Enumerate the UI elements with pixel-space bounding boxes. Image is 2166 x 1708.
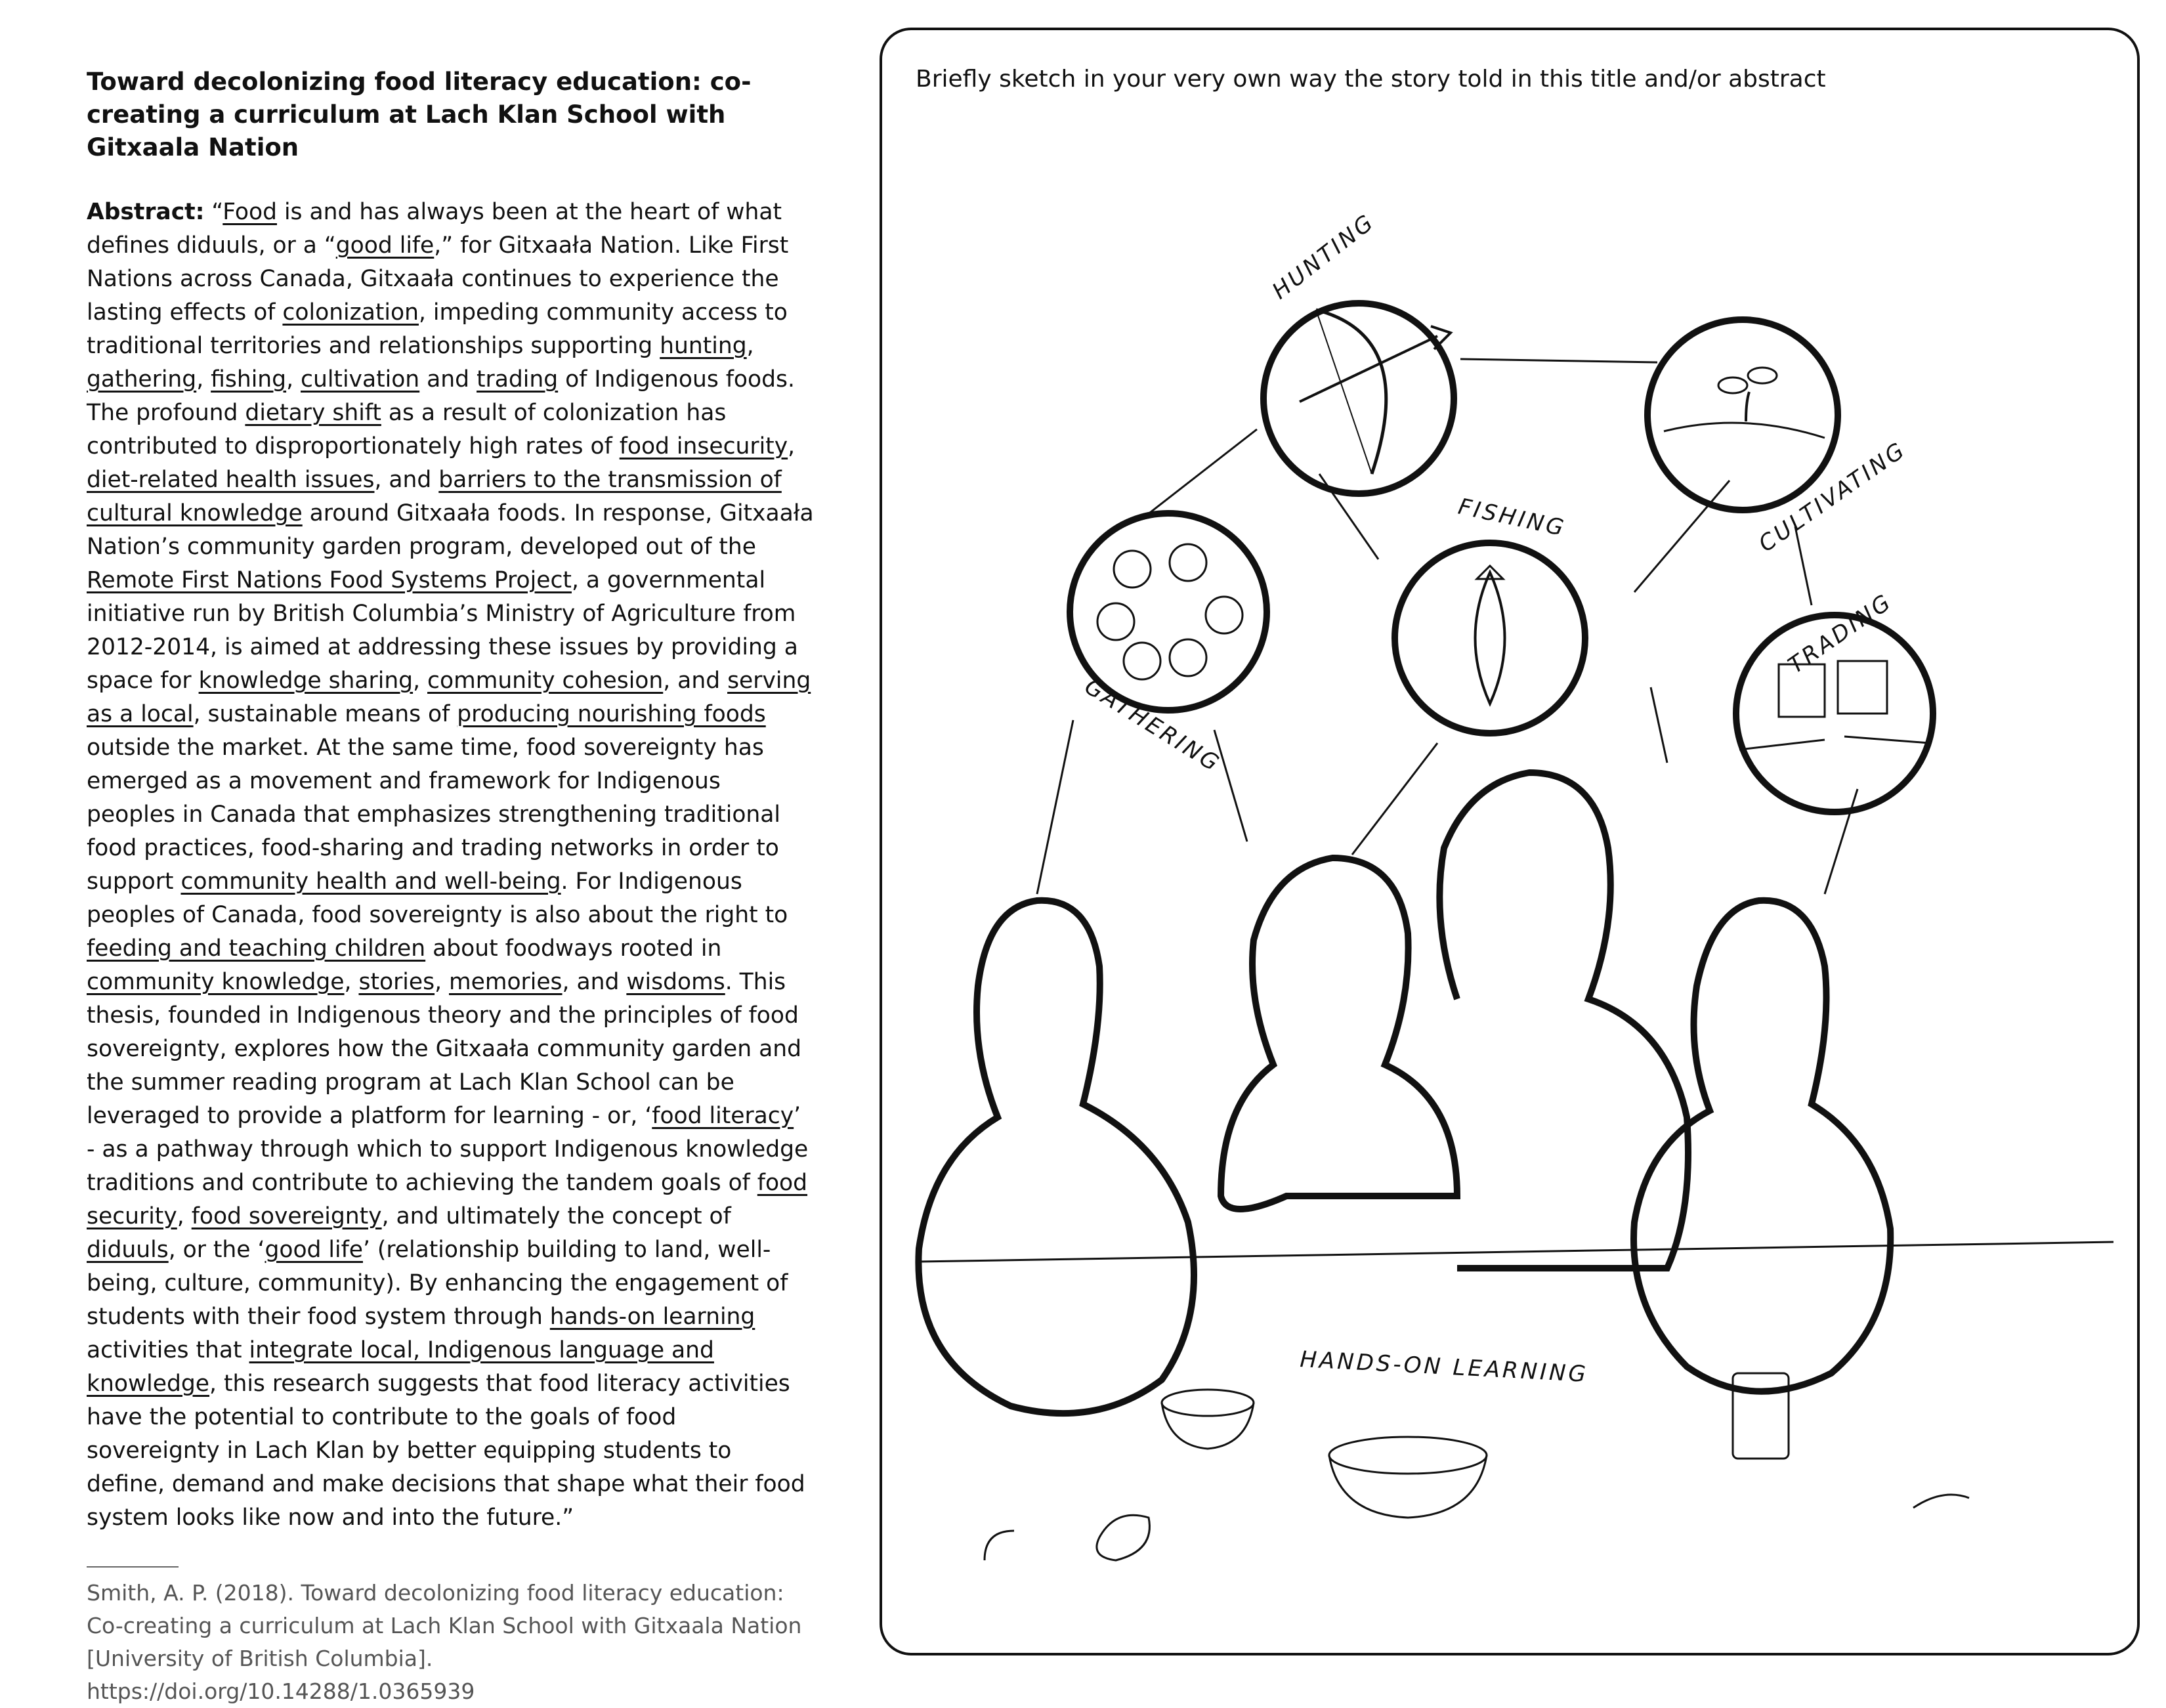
sketch-drawing <box>880 28 2140 1655</box>
underlined-term: community knowledge <box>87 969 345 995</box>
underlined-term: diduuls <box>87 1237 169 1263</box>
connector-line <box>1651 687 1667 763</box>
footnote-divider <box>87 1566 179 1568</box>
table-items <box>919 1242 2113 1560</box>
citation: Smith, A. P. (2018). Toward decolonizing food literacy education: Co-creating a curriculum at Lach Klan School with Gitxaala Nation [University of British Columbia]. https://doi.org/10.14288/1.0365939 <box>87 1580 802 1704</box>
hunting-label: HUNTING <box>1267 208 1380 305</box>
underlined-term: feeding and teaching children <box>87 935 426 962</box>
abstract-text: , and <box>374 467 439 493</box>
cultivating-label: CULTIVATING <box>1754 436 1911 558</box>
abstract-text: , <box>196 366 211 393</box>
bow-icon <box>1316 310 1386 474</box>
person-figure <box>1439 773 1688 1268</box>
underlined-term: fishing <box>211 366 287 393</box>
underlined-term: wisdoms <box>626 969 725 995</box>
bowl-icon <box>1329 1455 1487 1518</box>
underlined-term: knowledge sharing <box>198 668 414 694</box>
abstract-text: , <box>344 969 359 995</box>
underlined-term: cultivation <box>301 366 420 393</box>
doodle <box>1097 1515 1150 1560</box>
abstract-text: about foodways rooted in <box>425 935 722 962</box>
bowl-icon <box>1329 1437 1487 1474</box>
underlined-term: community cohesion <box>427 668 664 694</box>
underlined-term: gathering <box>87 366 197 393</box>
abstract-text: . For Indigenous peoples of Canada, food sovereignty is also about the right to <box>87 868 788 928</box>
abstract-text: outside the market. At the same time, food sovereignty has emerged as a movement and framework for Indigenous peoples in Canada that emphasizes strengthening traditional food practices, food-sharing and trading networks in order to support <box>87 735 781 895</box>
person-icon <box>1170 544 1206 581</box>
table-edge <box>919 1242 2113 1262</box>
abstract-text: , this research suggests that food literacy activities have the potential to contribute to the goals of food sovereignty in Lach Klan by better equipping students to define, demand and make decisions that shape what their food system looks like now and into the future.” <box>87 1371 805 1531</box>
underlined-term: good life <box>265 1237 363 1263</box>
person-icon <box>1114 551 1151 587</box>
abstract-text: activities that <box>87 1337 249 1363</box>
abstract-text: ,” for Gitxaała Nation. Like First Nations across Canada, Gitxaała continues to experience the lasting effects of <box>87 232 789 326</box>
underlined-term: food insecurity <box>619 433 788 459</box>
abstract-column <box>87 66 815 1708</box>
gathering-circle <box>1070 513 1267 778</box>
abstract-text: , or the ‘ <box>168 1237 265 1263</box>
connector-line <box>1352 743 1437 855</box>
abstract-text: , a governmental initiative run by British Columbia’s Ministry of Agriculture from 2012-2014, is aimed at addressing these issues by providing a space for <box>87 567 798 694</box>
trading-label: TRADING <box>1783 588 1898 679</box>
underlined-term: serving as a local <box>87 668 811 727</box>
person-icon <box>1124 643 1160 679</box>
people-figures <box>918 773 1890 1413</box>
underlined-term: barriers to the transmission of cultural knowledge <box>87 467 782 526</box>
connector-line <box>1147 429 1257 515</box>
fish-icon <box>1476 572 1505 704</box>
bowl-icon <box>1162 1403 1254 1449</box>
doodle <box>985 1531 1014 1560</box>
abstract-text: , and <box>663 668 728 694</box>
hunting-circle <box>1264 209 1454 494</box>
abstract-text: , <box>286 366 301 393</box>
underlined-term: producing nourishing foods <box>457 701 766 727</box>
underlined-term: good life <box>335 232 435 259</box>
abstract-text: as a result of colonization has contributed to disproportionately high rates of <box>87 400 727 459</box>
connector-line <box>1795 526 1812 605</box>
abstract-text: , <box>788 433 796 459</box>
underlined-term: colonization <box>282 299 419 326</box>
abstract-label: Abstract: <box>87 199 205 225</box>
abstract-text: , <box>413 668 428 694</box>
abstract-text: , and <box>562 969 627 995</box>
bowl-icon <box>1162 1390 1254 1416</box>
abstract-text: of Indigenous foods. The profound <box>87 366 795 426</box>
sketch-prompt: Briefly sketch in your very own way the story told in this title and/or abstract <box>916 66 1826 93</box>
abstract-text: around Gitxaała foods. In response, Gitxaała Nation’s community garden program, developed out of the <box>87 500 814 560</box>
abstract-text: ’ (relationship building to land, well-being, culture, community). By enhancing the engagement of students with their food system through <box>87 1237 788 1330</box>
gathering-label: GATHERING <box>1080 673 1225 778</box>
underlined-term: diet-related health issues <box>87 467 375 493</box>
person-icon <box>1170 639 1206 676</box>
connector-line <box>1214 730 1247 842</box>
fishing-circle <box>1395 494 1585 733</box>
abstract-text: . This thesis, founded in Indigenous theory and the principles of food sovereignty, explores how the Gitxaała community garden and the summer reading program at Lach Klan School can be leveraged to provide a platform for learning - or, ‘ <box>87 969 802 1129</box>
connector-line <box>1825 789 1858 894</box>
underlined-term: food sovereignty <box>191 1203 382 1229</box>
doodle <box>1913 1495 1969 1508</box>
underlined-term: memories <box>449 969 563 995</box>
abstract-text: ’ - as a pathway through which to support Indigenous knowledge traditions and contribute to achieving the tandem goals of <box>87 1103 809 1196</box>
abstract-text: , sustainable means of <box>193 701 457 727</box>
hands-on-learning-label: HANDS-ON LEARNING <box>1299 1346 1589 1388</box>
underlined-term: food security <box>87 1170 808 1229</box>
person-icon <box>1206 597 1242 633</box>
person-figure <box>1634 901 1890 1392</box>
abstract-body <box>87 199 814 1531</box>
underlined-term: stories <box>358 969 435 995</box>
person-figure <box>1221 858 1457 1209</box>
underlined-term: integrate local, Indigenous language and knowledge <box>87 1337 714 1397</box>
trading-circle <box>1736 588 1933 812</box>
underlined-term: hunting <box>660 333 747 359</box>
person-icon <box>1097 603 1134 640</box>
fishing-label: FISHING <box>1456 493 1569 542</box>
underlined-term: food literacy <box>652 1103 794 1129</box>
underlined-term: dietary shift <box>245 400 381 426</box>
abstract-text: , <box>746 333 754 359</box>
underlined-term: hands-on learning <box>549 1304 755 1330</box>
hand-icon <box>1739 737 1930 750</box>
sprout-icon <box>1746 392 1749 421</box>
underlined-term: trading <box>477 366 559 393</box>
cup-icon <box>1733 1373 1789 1459</box>
underlined-term: Food <box>223 199 277 225</box>
abstract-text: , <box>177 1203 192 1229</box>
abstract-text: is and has always been at the heart of what defines diduuls, or a “ <box>87 199 782 259</box>
connector-line <box>1037 720 1073 894</box>
abstract-text: , impeding community access to traditional territories and relationships supporting <box>87 299 788 359</box>
abstract-text: and <box>419 366 477 393</box>
connector-line <box>1634 480 1730 592</box>
connector-line <box>1460 359 1657 362</box>
abstract-text: , and ultimately the concept of <box>381 1203 731 1229</box>
underlined-term: Remote First Nations Food Systems Project <box>87 567 572 593</box>
abstract-paragraph <box>87 196 815 1535</box>
abstract-text: , <box>435 969 449 995</box>
person-figure <box>918 901 1194 1413</box>
document-title: Toward decolonizing food literacy education: co-creating a curriculum at Lach Klan School with Gitxaala Nation <box>87 68 752 161</box>
box-icon <box>1838 661 1887 714</box>
underlined-term: community health and well-being <box>180 868 561 895</box>
cultivating-circle <box>1647 320 1911 557</box>
abstract-text: “ <box>204 199 223 225</box>
